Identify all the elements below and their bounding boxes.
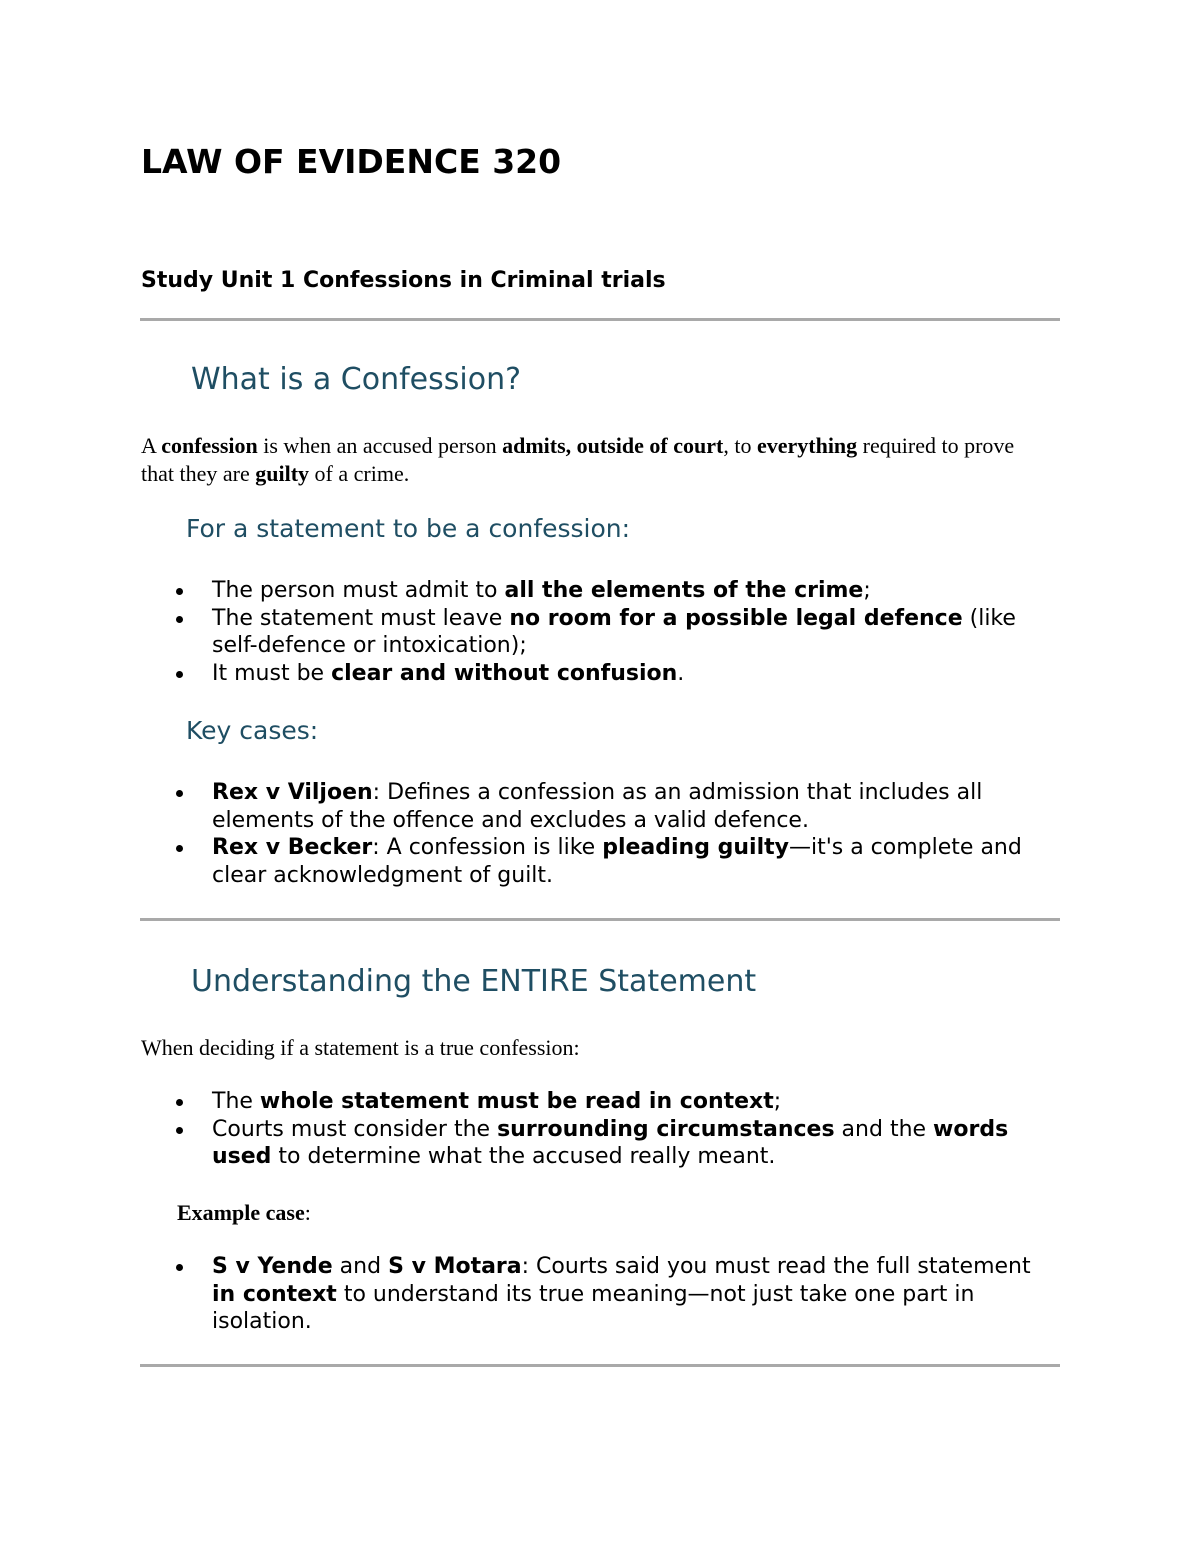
divider: [140, 918, 1060, 921]
list-item: The person must admit to all the elements of the crime;: [212, 578, 871, 603]
intro-paragraph: When deciding if a statement is a true confession:: [141, 1035, 580, 1060]
subheading-confession-requirements: For a statement to be a confession:: [186, 514, 631, 543]
example-cases-list: [172, 1253, 1052, 1336]
list-item: Rex v Becker: A confession is like pleading guilty—it's a complete and clear acknowledgment of guilt.: [212, 835, 1022, 888]
list-item: The whole statement must be read in context;: [212, 1089, 782, 1114]
section-heading-entire-statement: Understanding the ENTIRE Statement: [191, 964, 757, 999]
list-item: Rex v Viljoen: Defines a confession as an admission that includes all elements of the offence and excludes a valid defence.: [212, 780, 983, 833]
context-points-list: [172, 1088, 1052, 1171]
divider: [140, 1364, 1060, 1367]
list-item: Courts must consider the surrounding circumstances and the words used to determine what the accused really meant.: [212, 1116, 1009, 1169]
requirements-list: [172, 577, 1052, 687]
key-cases-list: [172, 779, 1052, 889]
definition-paragraph: A confession is when an accused person admits, outside of court, to everything required to prove that they are guilty of a crime.: [141, 433, 1015, 486]
subheading-key-cases: Key cases:: [186, 716, 319, 745]
list-item: S v Yende and S v Motara: Courts said you must read the full statement in context to understand its true meaning—not just take one part in isolation.: [212, 1254, 1031, 1334]
study-unit-title: Study Unit 1 Confessions in Criminal trials: [141, 268, 666, 293]
list-item: The statement must leave no room for a possible legal defence (like self-defence or intoxication);: [212, 605, 1016, 658]
example-case-label: Example case:: [177, 1200, 311, 1225]
section-heading-what-is-confession: What is a Confession?: [191, 362, 521, 397]
list-item: It must be clear and without confusion.: [212, 660, 685, 686]
document-title: LAW OF EVIDENCE 320: [141, 142, 562, 181]
divider: [140, 318, 1060, 321]
